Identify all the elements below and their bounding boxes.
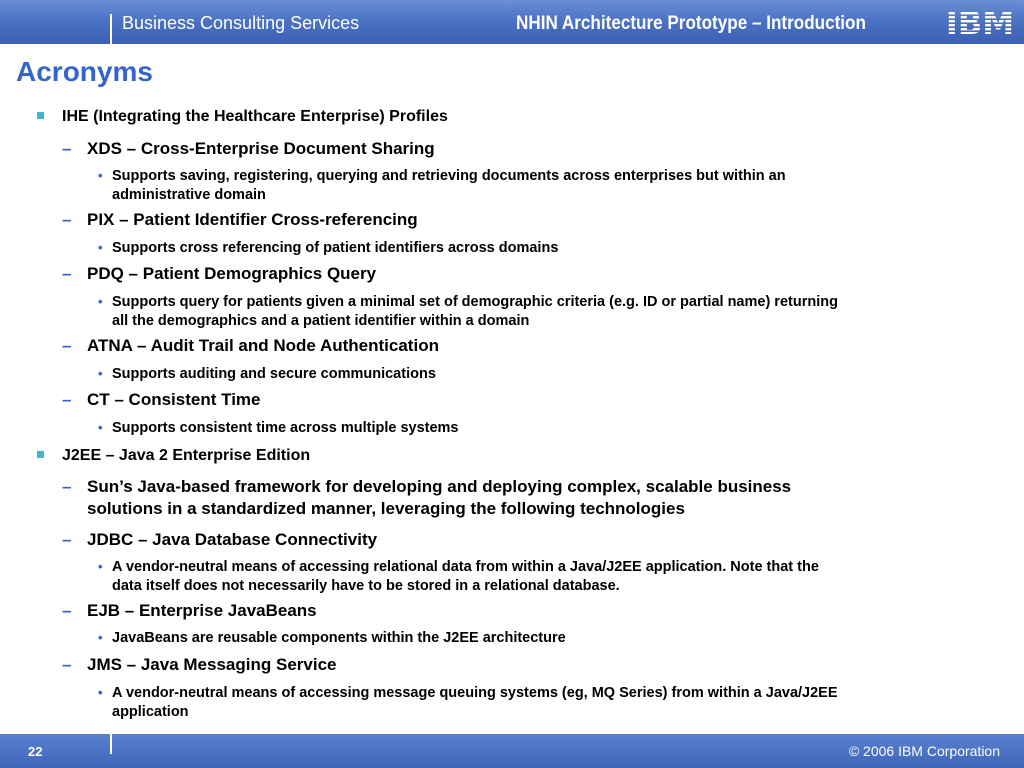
dot-bullet-icon: • <box>98 168 103 183</box>
list-item-xds-desc-2: administrative domain <box>112 187 266 203</box>
dash-bullet-icon: – <box>62 530 72 549</box>
dot-bullet-icon: • <box>98 559 103 574</box>
list-item-jms-desc-2: application <box>112 704 189 720</box>
dash-bullet-icon: – <box>62 210 72 229</box>
footer-bar <box>0 734 1024 768</box>
list-item-atna: ATNA – Audit Trail and Node Authentication <box>87 336 439 355</box>
page-number: 22 <box>28 744 43 759</box>
copyright: © 2006 IBM Corporation <box>848 743 1000 759</box>
dash-bullet-icon: – <box>62 390 72 409</box>
dash-bullet-icon: – <box>62 655 72 674</box>
list-item-jdbc-desc-1: A vendor-neutral means of accessing relational data from within a Java/J2EE application. Note that the <box>112 559 819 575</box>
list-item-jdbc-desc-2: data itself does not necessarily have to be stored in a relational database. <box>112 578 620 594</box>
list-item-ihe: IHE (Integrating the Healthcare Enterprise) Profiles <box>62 108 448 125</box>
list-item-xds: XDS – Cross-Enterprise Document Sharing <box>87 139 435 158</box>
list-item-ejb-desc: JavaBeans are reusable components within the J2EE architecture <box>112 630 566 646</box>
list-item-pdq: PDQ – Patient Demographics Query <box>87 264 377 283</box>
dash-bullet-icon: – <box>62 601 72 620</box>
header-divider <box>110 14 112 44</box>
dot-bullet-icon: • <box>98 240 103 255</box>
list-item-atna-desc: Supports auditing and secure communications <box>112 366 436 382</box>
slide-title: Acronyms <box>16 56 153 87</box>
square-bullet-icon <box>37 112 44 119</box>
list-item-ct: CT – Consistent Time <box>87 390 261 409</box>
footer-divider <box>110 734 112 754</box>
dot-bullet-icon: • <box>98 630 103 645</box>
dot-bullet-icon: • <box>98 420 103 435</box>
list-item-jdbc: JDBC – Java Database Connectivity <box>87 530 378 549</box>
header-org: Business Consulting Services <box>122 13 360 33</box>
ibm-logo <box>944 4 1016 38</box>
list-item-sun-2: solutions in a standardized manner, leveraging the following technologies <box>87 499 685 518</box>
list-item-xds-desc-1: Supports saving, registering, querying and retrieving documents across enterprises but within an <box>112 168 786 184</box>
list-item-pix-desc: Supports cross referencing of patient identifiers across domains <box>112 240 559 256</box>
list-item-sun-1: Sun’s Java-based framework for developing and deploying complex, scalable business <box>87 477 792 496</box>
square-bullet-icon <box>37 451 44 458</box>
dot-bullet-icon: • <box>98 366 103 381</box>
dot-bullet-icon: • <box>98 294 103 309</box>
list-item-pix: PIX – Patient Identifier Cross-referencing <box>87 210 418 229</box>
list-item-jms-desc-1: A vendor-neutral means of accessing message queuing systems (eg, MQ Series) from within a Java/J2EE <box>112 685 838 701</box>
list-item-ct-desc: Supports consistent time across multiple systems <box>112 420 459 436</box>
dot-bullet-icon: • <box>98 685 103 700</box>
list-item-pdq-desc-1: Supports query for patients given a minimal set of demographic criteria (e.g. ID or partial name) returning <box>112 294 838 310</box>
dash-bullet-icon: – <box>62 139 72 158</box>
header-title: NHIN Architecture Prototype – Introduction <box>516 13 866 34</box>
list-item-j2ee: J2EE – Java 2 Enterprise Edition <box>62 447 311 464</box>
dash-bullet-icon: – <box>62 264 72 283</box>
dash-bullet-icon: – <box>62 336 72 355</box>
dash-bullet-icon: – <box>62 477 72 496</box>
list-item-ejb: EJB – Enterprise JavaBeans <box>87 601 317 620</box>
list-item-pdq-desc-2: all the demographics and a patient identifier within a domain <box>112 313 530 329</box>
list-item-jms: JMS – Java Messaging Service <box>87 655 337 674</box>
header-bar <box>0 0 1024 44</box>
